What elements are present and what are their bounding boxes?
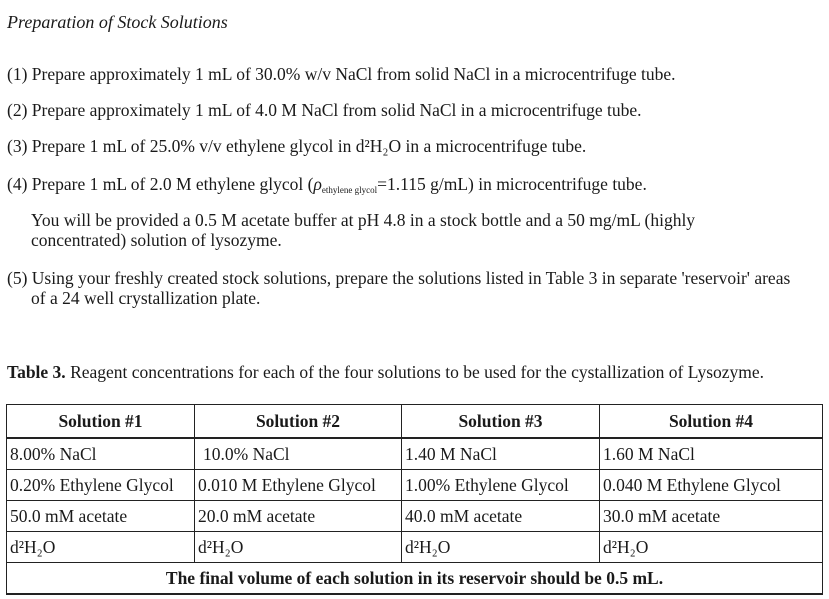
density-symbol: ρ: [313, 174, 322, 194]
step-4: [7, 174, 647, 195]
table-footer-row: [7, 563, 823, 595]
table-caption-label: Table 3.: [7, 362, 66, 382]
section-title: Preparation of Stock Solutions: [7, 12, 228, 32]
table-cell: 20.0 mM acetate: [195, 501, 402, 532]
table-header-row: [7, 405, 823, 439]
step-2: (2) Prepare approximately 1 mL of 4.0 M NaCl from solid NaCl in a microcentrifuge tube.: [7, 100, 642, 120]
table-row: [7, 438, 823, 470]
table-cell: 30.0 mM acetate: [600, 501, 823, 532]
table-cell: d²H₂O: [195, 532, 402, 563]
header-solution-2: Solution #2: [195, 405, 402, 439]
step-3: (3) Prepare 1 mL of 25.0% v/v ethylene glycol in d²H₂O in a microcentrifuge tube.: [7, 136, 587, 156]
step-1: (1) Prepare approximately 1 mL of 30.0% w/v NaCl from solid NaCl in a microcentrifuge tube.: [7, 64, 676, 84]
table-caption-text: Reagent concentrations for each of the four solutions to be used for the cystallization of Lysozyme.: [65, 362, 765, 382]
table-cell: 0.040 M Ethylene Glycol: [600, 470, 823, 501]
table-cell: 1.00% Ethylene Glycol: [402, 470, 600, 501]
header-solution-4: Solution #4: [600, 405, 823, 439]
table-row: [7, 532, 823, 563]
step-4-text-end: =1.115 g/mL) in microcentrifuge tube.: [377, 174, 647, 194]
header-solution-1: Solution #1: [7, 405, 195, 439]
table-row: [7, 470, 823, 501]
table-cell: d²H₂O: [600, 532, 823, 563]
table-cell: 0.010 M Ethylene Glycol: [195, 470, 402, 501]
table-cell: 50.0 mM acetate: [7, 501, 195, 532]
table-cell: d²H₂O: [402, 532, 600, 563]
table-footer-note: The final volume of each solution in its reservoir should be 0.5 mL.: [7, 563, 823, 595]
table-cell: 40.0 mM acetate: [402, 501, 600, 532]
step-4-text-start: (4) Prepare 1 mL of 2.0 M ethylene glycol (: [7, 174, 314, 194]
table-cell: 8.00% NaCl: [7, 438, 195, 470]
table-caption: [7, 363, 807, 382]
table-cell: 0.20% Ethylene Glycol: [7, 470, 195, 501]
reagent-table: [6, 404, 823, 595]
table-cell: d²H₂O: [7, 532, 195, 563]
provided-materials-note: You will be provided a 0.5 M acetate buffer at pH 4.8 in a stock bottle and a 50 mg/mL (highly concentrated) solution of lysozyme.: [31, 210, 696, 250]
header-solution-3: Solution #3: [402, 405, 600, 439]
table-cell: 10.0% NaCl: [195, 438, 402, 470]
table-cell: 1.60 M NaCl: [600, 438, 823, 470]
step-5-text: (5) Using your freshly created stock solutions, prepare the solutions listed in Table 3 in separate 'reservoir' areas of a 24 well crystallization plate.: [7, 268, 791, 308]
table-cell: 1.40 M NaCl: [402, 438, 600, 470]
density-subscript: ethylene glycol: [321, 185, 378, 195]
table-row: [7, 501, 823, 532]
step-5: [7, 268, 797, 308]
